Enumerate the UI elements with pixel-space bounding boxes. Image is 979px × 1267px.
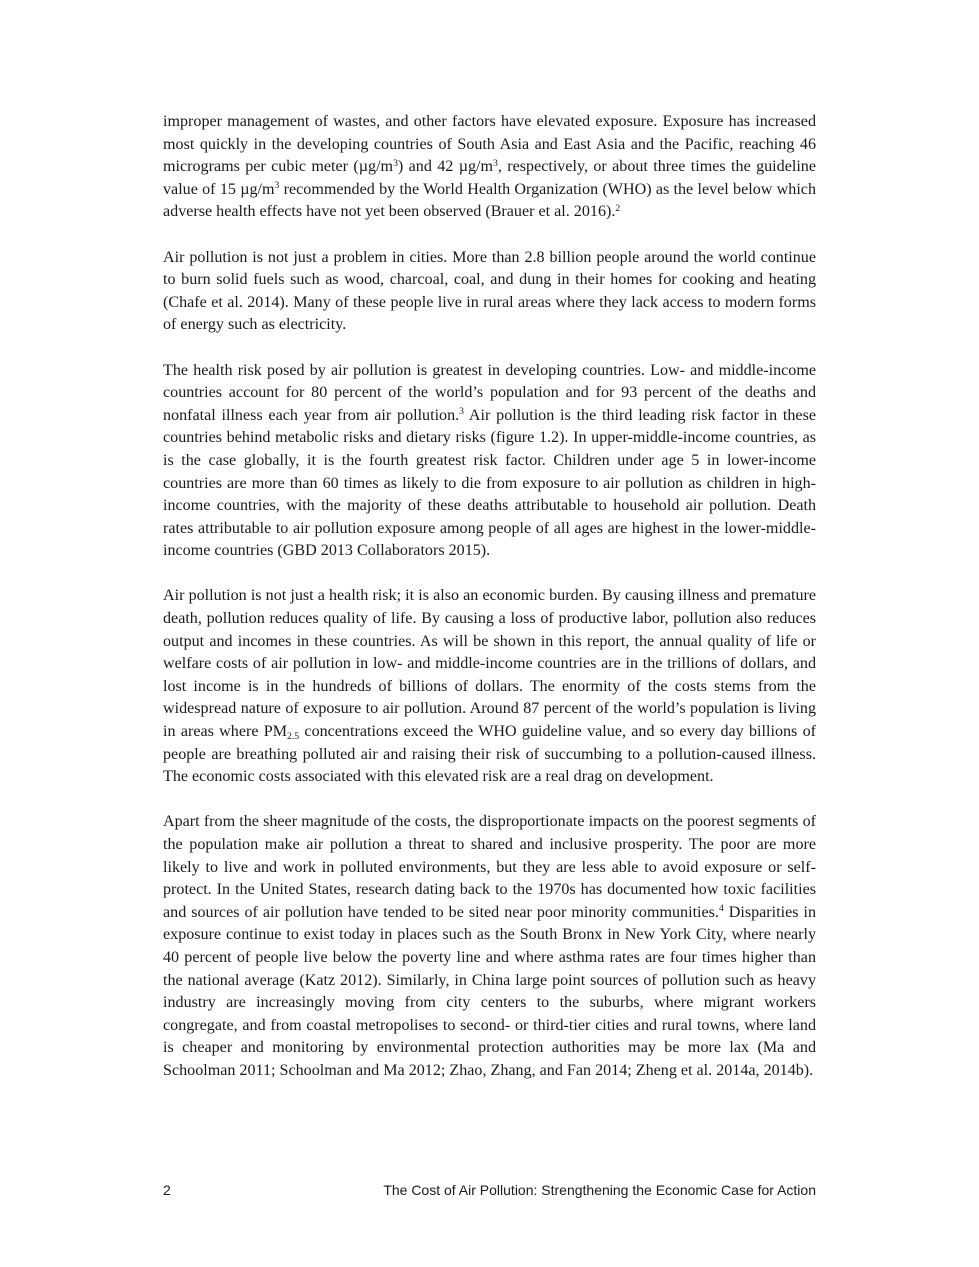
paragraph-2 (163, 247, 816, 337)
paragraph-4 (163, 585, 816, 788)
footnote-superscript: 3 (493, 157, 498, 169)
text-run: The health risk posed by air pollution is greatest in developing countries. Low- and middle-income countries account for 80 percent of the world’s population and for 93 percent of the deaths and nonfatal illness each year from air pollution. (163, 361, 816, 424)
footnote-superscript: 2 (615, 203, 621, 215)
text-run: , respectively, or about three times the guideline value of 15 µg/m (163, 158, 816, 198)
text-run: Air pollution is the third leading risk factor in these countries behind metabolic risks and dietary risks (figure 1.2). In upper-middle-income countries, as is the case globally, it is the fourth greatest risk factor. Children under age 5 in lower-income countries are more than 60 times as likely to die from exposure to air pollution as children in high-income countries, with the majority of these deaths attributable to household air pollution. Death rates attributable to air pollution exposure among people of all ages are highest in the lower-middle-income countries (GBD 2013 Collaborators 2015). (163, 406, 816, 560)
paragraph-3 (163, 360, 816, 563)
text-run: ) and 42 µg/m (397, 158, 494, 176)
footnote-superscript: 3 (459, 406, 464, 418)
footnote-superscript: 4 (718, 903, 724, 915)
text-run: improper management of wastes, and other factors have elevated exposure. Exposure has increased most quickly in the developing countries of South Asia and East Asia and the Pacific, reaching 46 micrograms per cubic meter (µg/m (163, 113, 816, 176)
subscript: 2.5 (287, 730, 300, 742)
text-run: Apart from the sheer magnitude of the costs, the disproportionate impacts on the poorest segments of the population make air pollution a threat to shared and inclusive prosperity. The poor are more likely to live and work in polluted environments, but they are less able to avoid exposure or self-protect. In the United States, research dating back to the 1970s has documented how toxic facilities and sources of air pollution have tended to be sited near poor minority communities. (163, 813, 816, 921)
body-text (163, 111, 816, 1083)
running-title: The Cost of Air Pollution: Strengthening the Economic Case for Action (383, 1182, 816, 1198)
paragraph-1 (163, 111, 816, 224)
text-run: Disparities in exposure continue to exist today in places such as the South Bronx in New York City, where nearly 40 percent of people live below the poverty line and where asthma rates are four times higher than the national average (Katz 2012). Similarly, in China large point sources of pollution such as heavy industry are increasingly moving from city centers to the suburbs, where migrant workers congregate, and from coastal metropolises to second- or third-tier cities and rural towns, where land is cheaper and monitoring by environmental protection authorities may be more lax (Ma and Schoolman 2011; Schoolman and Ma 2012; Zhao, Zhang, and Fan 2014; Zheng et al. 2014a, 2014b). (163, 903, 816, 1079)
footnote-superscript: 3 (393, 157, 398, 169)
paragraph-5 (163, 811, 816, 1082)
footnote-superscript: 3 (274, 180, 280, 192)
page-number: 2 (163, 1182, 171, 1198)
text-run: recommended by the World Health Organization (WHO) as the level below which adverse health effects have not yet been observed (Brauer et al. 2016). (163, 180, 816, 221)
text-run: concentrations exceed the WHO guideline value, and so every day billions of people are breathing polluted air and raising their risk of succumbing to a pollution-caused illness. The economic costs associated with this elevated risk are a real drag on development. (163, 723, 817, 786)
text-run: Air pollution is not just a health risk; it is also an economic burden. By causing illness and premature death, pollution reduces quality of life. By causing a loss of productive labor, pollution also reduces output and incomes in these countries. As will be shown in this report, the annual quality of life or welfare costs of air pollution in low- and middle-income countries are in the trillions of dollars, and lost income is in the hundreds of billions of dollars. The enormity of the costs stems from the widespread nature of exposure to air pollution. Around 87 percent of the world’s population is living in areas where PM (163, 587, 816, 741)
text-run: Air pollution is not just a problem in cities. More than 2.8 billion people around the world continue to burn solid fuels such as wood, charcoal, coal, and dung in their homes for cooking and heating (Chafe et al. 2014). Many of these people live in rural areas where they lack access to modern forms of energy such as electricity. (163, 248, 816, 334)
